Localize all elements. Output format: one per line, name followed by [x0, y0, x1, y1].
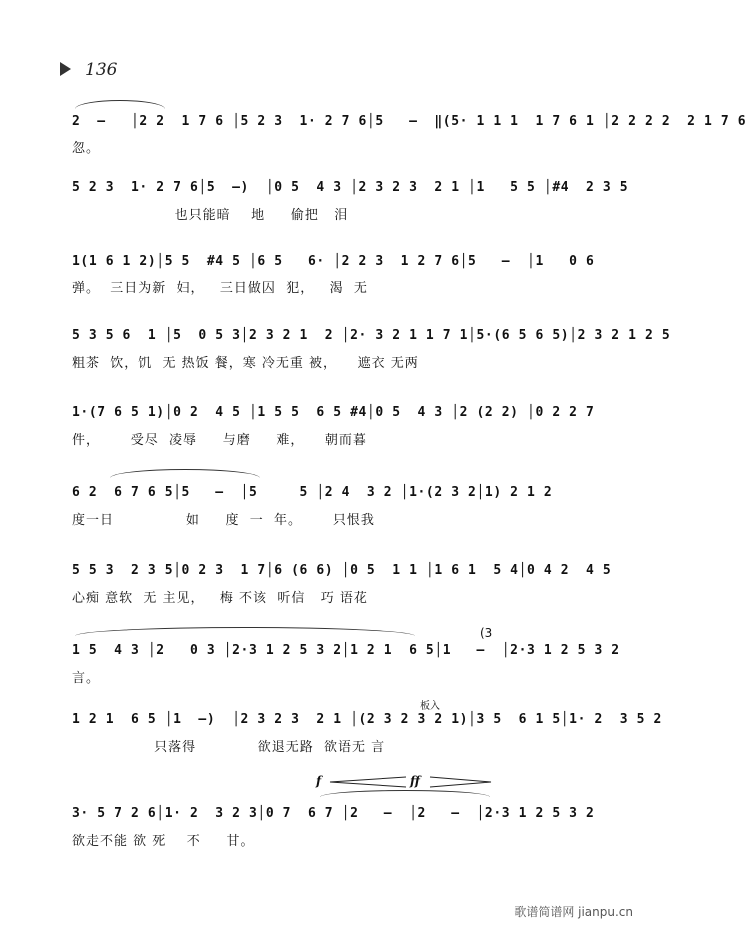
- page-number: 136: [85, 60, 118, 80]
- lyrics-line: 欲走不能 欲 死 不 甘。: [72, 834, 255, 849]
- notes-line: 6 2 6 7 6 5│5 – │5 5 │2 4 3 2 │1·(2 3 2│1) 2 1 2: [72, 485, 553, 500]
- crescendo-hairpin: [328, 776, 408, 788]
- dynamic-forte: f: [316, 774, 322, 788]
- lyrics-line: 度一日 如 度 一 年。 只恨我: [72, 513, 375, 528]
- banru-annotation: 板入: [420, 701, 440, 712]
- lyrics-line: 粗茶 饮，饥 无 热饭 餐，寒 冷无重 被， 遮衣 无两: [72, 356, 419, 371]
- notes-line: 5 2 3 1· 2 7 6│5 –) │0 5 4 3 │2 3 2 3 2 1 │1 5 5 │#4 2 3 5: [72, 180, 629, 195]
- paren-three-annotation: (3: [480, 626, 493, 640]
- slur-mark: [75, 627, 415, 636]
- decrescendo-hairpin: [428, 776, 493, 788]
- slur-mark: [320, 790, 490, 797]
- watermark: 歌谱简谱网 jianpu.cn: [514, 905, 633, 919]
- lyrics-line: 言。: [72, 671, 101, 686]
- notes-line: 5 3 5 6 1 │5 0 5 3│2 3 2 1 2 │2· 3 2 1 1 7 1│5·(6 5 6 5)│2 3 2 1 2 5: [72, 328, 671, 343]
- slur-mark: [110, 469, 260, 478]
- notes-line: 3· 5 7 2 6│1· 2 3 2 3│0 7 6 7 │2 – │2 – │2·3 1 2 5 3 2: [72, 806, 595, 821]
- notes-line: 2 – │2 2 1 7 6 │5 2 3 1· 2 7 6│5 – ‖(5· 1 1 1 1 7 6 1 │2 2 2 2 2 1 7 6: [72, 114, 746, 129]
- lyrics-line: 只落得 欲退无路 欲语无 言: [72, 740, 386, 755]
- lyrics-line: 也只能暗 地 偷把 泪: [72, 208, 349, 223]
- lyrics-line: 心痴 意软 无 主见， 梅 不该 听信 巧 语花: [72, 591, 368, 606]
- lyrics-line: 忽。: [72, 141, 101, 156]
- lyrics-line: 弹。 三日为新 妇， 三日做囚 犯， 渴 无: [72, 281, 368, 296]
- notes-line: 1(1 6 1 2)│5 5 #4 5 │6 5 6· │2 2 3 1 2 7 6│5 – │1 0 6: [72, 254, 595, 269]
- slur-mark: [75, 100, 165, 109]
- notes-line: 1 5 4 3 │2 0 3 │2·3 1 2 5 3 2│1 2 1 6 5│1 – │2·3 1 2 5 3 2: [72, 643, 620, 658]
- notes-line: 5 5 3 2 3 5│0 2 3 1 7│6 (6 6) │0 5 1 1 │1 6 1 5 4│0 4 2 4 5: [72, 563, 612, 578]
- notes-line: 1 2 1 6 5 │1 –) │2 3 2 3 2 1 │(2 3 2 3 2 1)│3 5 6 1 5│1· 2 3 5 2: [72, 712, 662, 727]
- page-corner-mark: [60, 62, 71, 76]
- notes-line: 1·(7 6 5 1)│0 2 4 5 │1 5 5 6 5 #4│0 5 4 3 │2 (2 2) │0 2 2 7: [72, 405, 595, 420]
- lyrics-line: 件， 受尽 凌辱 与磨 难， 朝而暮: [72, 433, 367, 448]
- dynamic-fortissimo: ff: [410, 774, 420, 788]
